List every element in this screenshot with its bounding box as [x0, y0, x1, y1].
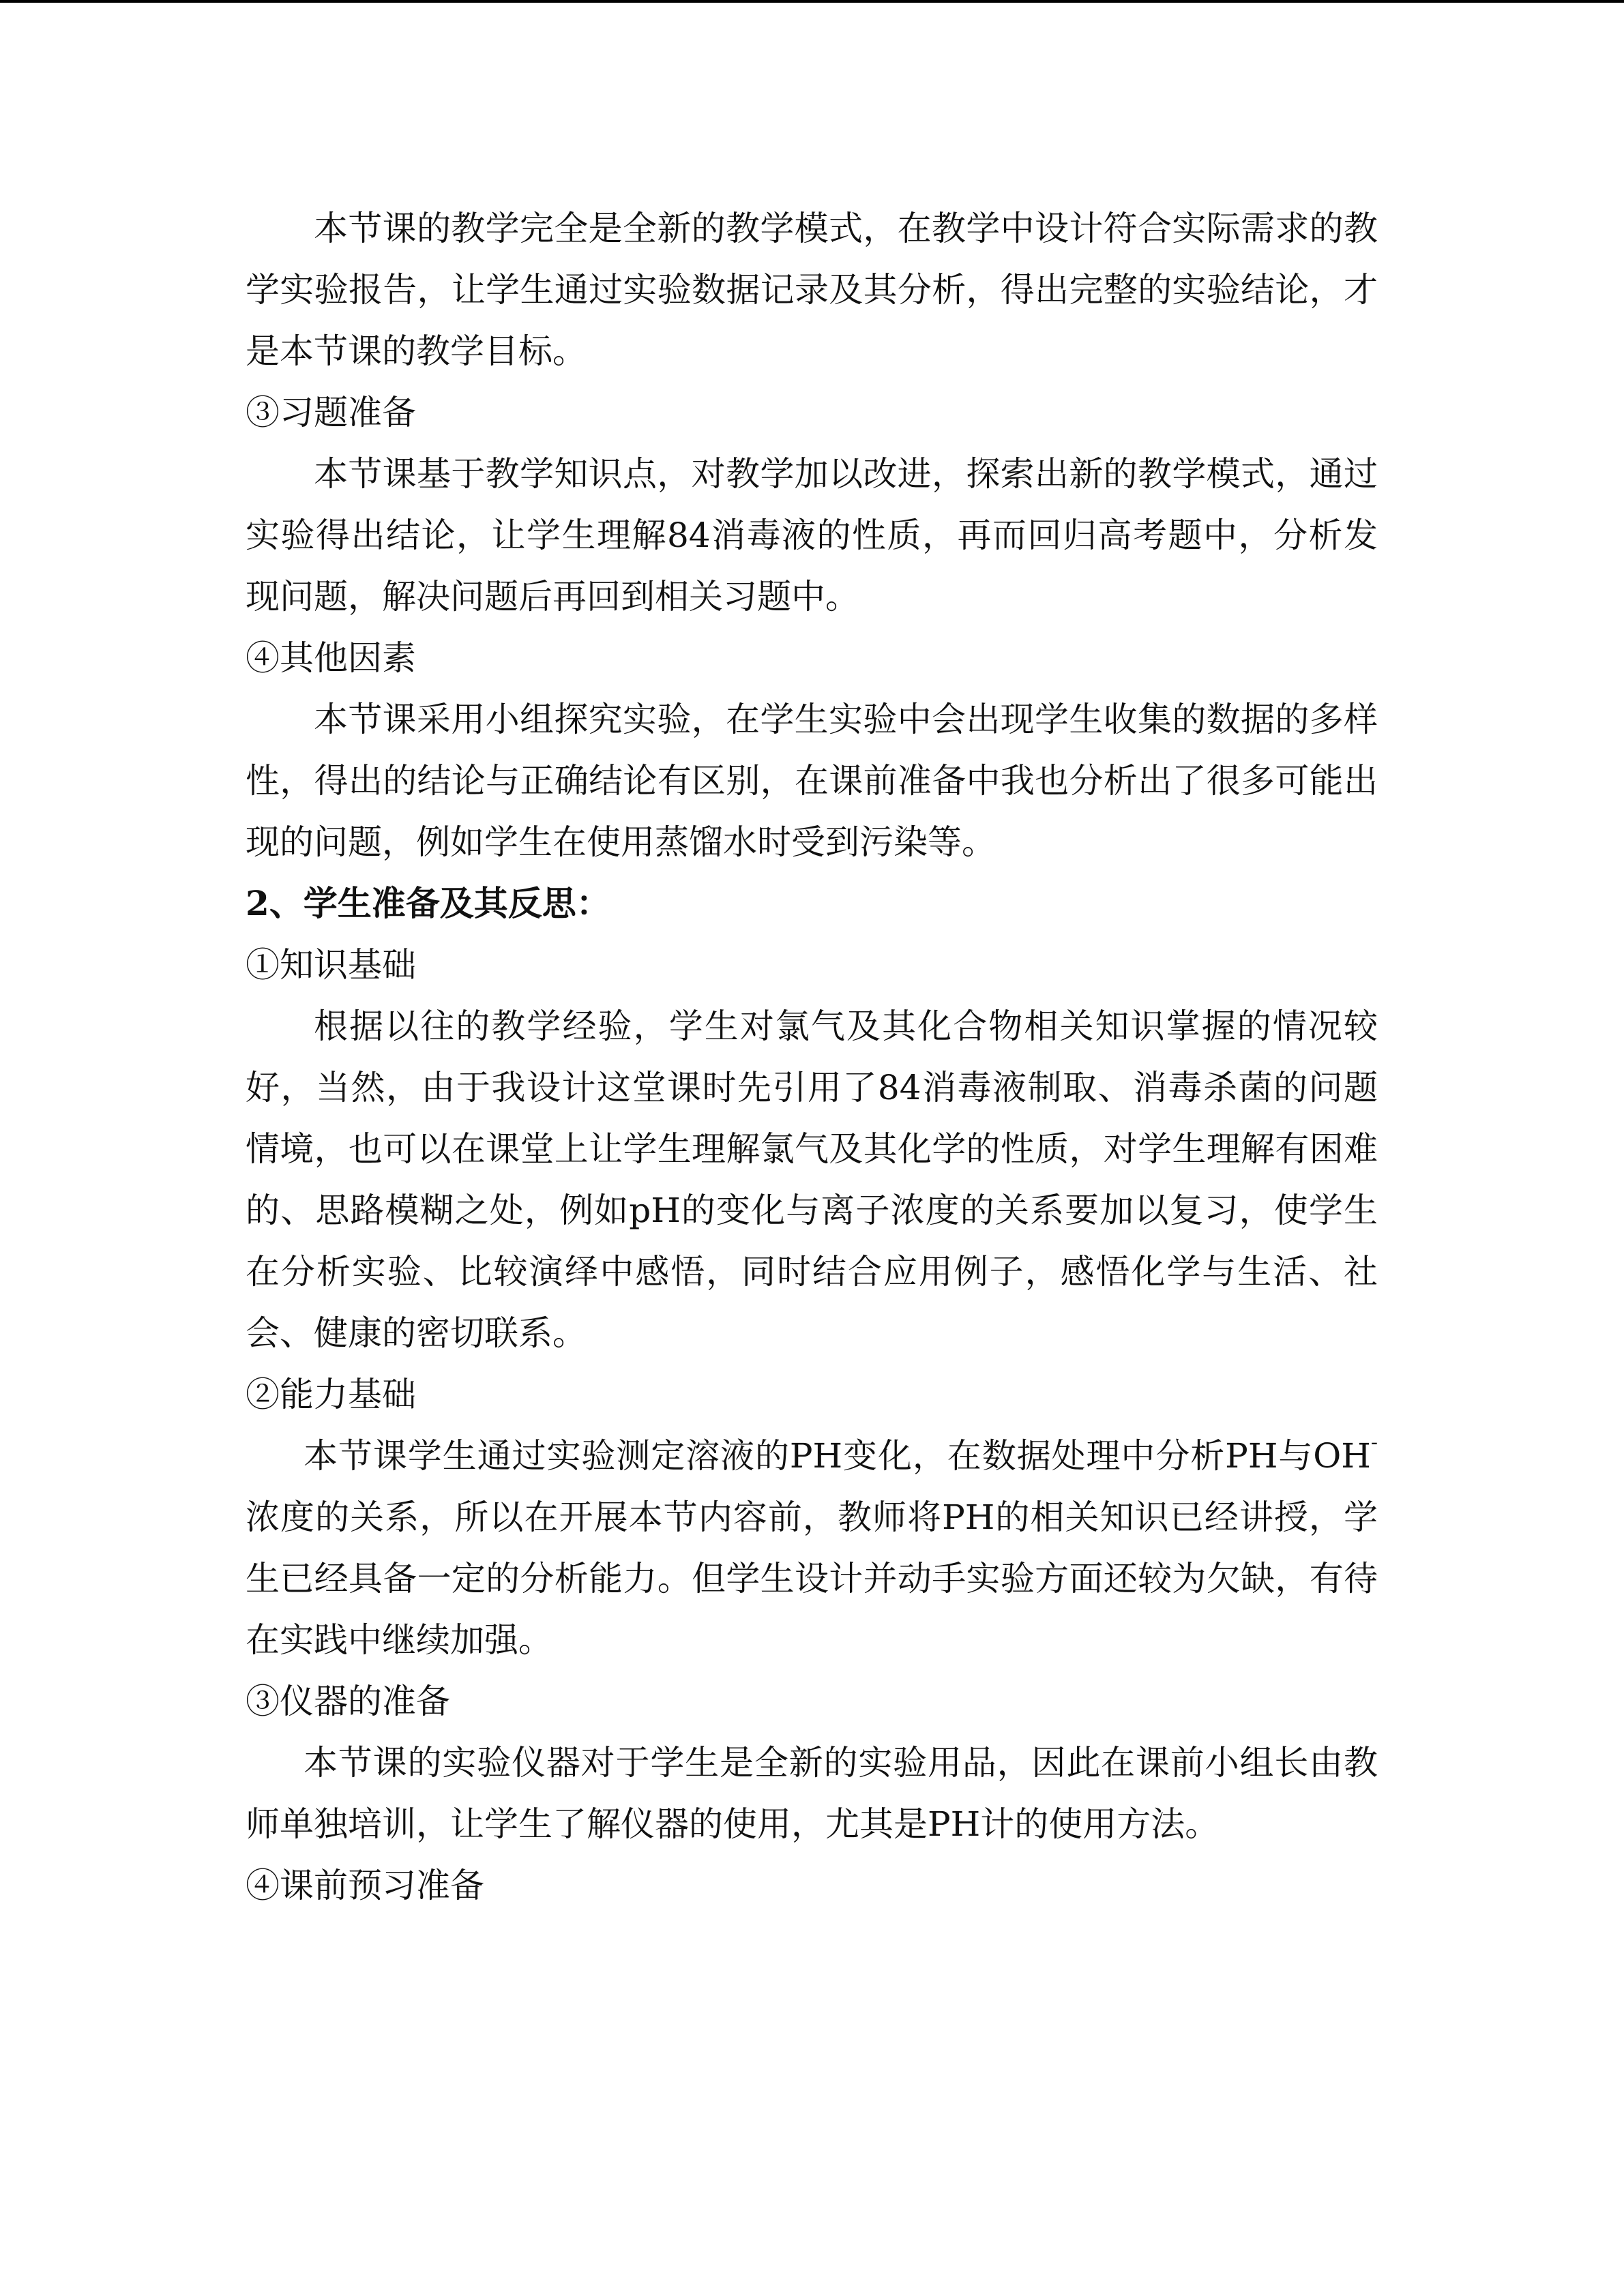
hydroxide-charge-superscript: - — [1370, 1431, 1378, 1455]
subheading-other-factors: ④其他因素 — [246, 638, 416, 678]
subheading-preview-prep: ④课前预习准备 — [246, 1866, 484, 1905]
document-page — [246, 198, 1378, 1916]
paragraph-instrument-prep: 本节课的实验仪器对于学生是全新的实验用品，因此在课前小组长由教师单独培训，让学生了解仪器的使用，尤其是PH计的使用方法。 — [246, 1743, 1378, 1844]
paragraph-exercise-prep: 本节课基于教学知识点，对教学加以改进，探索出新的教学模式，通过实验得出结论，让学生理解84消毒液的性质，再而回归高考题中，分析发现问题，解决问题后再回到相关习题中。 — [246, 454, 1378, 616]
ability-text-part-2: 浓度的关系，所以在开展本节内容前，教师将PH的相关知识已经讲授，学生已经具备一定的分析能力。但学生设计并动手实验方面还较为欠缺，有待在实践中继续加强。 — [246, 1497, 1378, 1660]
subheading-ability-base: ②能力基础 — [246, 1375, 416, 1414]
subheading-exercise-prep: ③习题准备 — [246, 393, 416, 432]
paragraph-intro: 本节课的教学完全是全新的教学模式，在教学中设计符合实际需求的教学实验报告，让学生通过实验数据记录及其分析，得出完整的实验结论，才是本节课的教学目标。 — [246, 209, 1378, 371]
ability-text-part-1: 本节课学生通过实验测定溶液的PH变化，在数据处理中分析PH与OH — [304, 1436, 1371, 1476]
paragraph-ability-base — [246, 1425, 1378, 1671]
paragraph-other-factors: 本节课采用小组探究实验，在学生实验中会出现学生收集的数据的多样性，得出的结论与正确结论有区别，在课前准备中我也分析出了很多可能出现的问题，例如学生在使用蒸馏水时受到污染等。 — [246, 700, 1378, 862]
section-heading-student-prep: 2、学生准备及其反思： — [246, 883, 610, 923]
top-border-line — [0, 0, 1624, 3]
subheading-knowledge-base: ①知识基础 — [246, 945, 416, 985]
paragraph-knowledge-base: 根据以往的教学经验，学生对氯气及其化合物相关知识掌握的情况较好，当然，由于我设计这堂课时先引用了84消毒液制取、消毒杀菌的问题情境，也可以在课堂上让学生理解氯气及其化学的性质，对学生理解有困难的、思路模糊之处，例如pH的变化与离子浓度的关系要加以复习，使学生在分析实验、比较演绎中感悟，同时结合应用例子，感悟化学与生活、社会、健康的密切联系。 — [246, 1007, 1378, 1353]
subheading-instrument-prep: ③仪器的准备 — [246, 1682, 450, 1721]
